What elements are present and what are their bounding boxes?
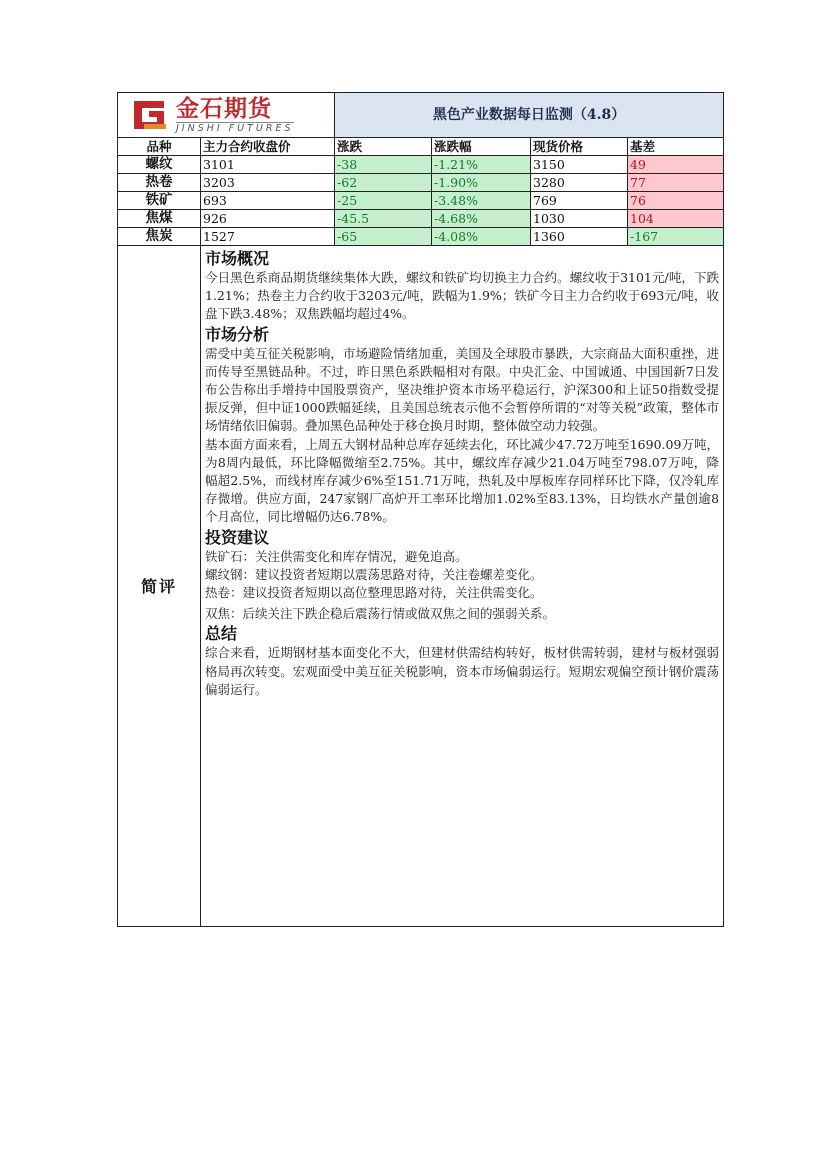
spot-price: 1030 xyxy=(531,210,628,228)
header-spot-price: 现货价格 xyxy=(531,138,628,156)
market-analysis-paragraph-1: 需受中美互征关税影响，市场避险情绪加重，美国及全球股市暴跌，大宗商品大面积重挫，进而传导至黑链品种。不过，昨日黑色系跌幅相对有限。中央汇金、中国诚通、中国国新7日发布公告称出手增持中国股票资产，坚决维护资本市场平稳运行，沪深300和上证50指数受提振反弹，但中证1000跌幅延续，且美国总统表示他不会暂停所谓的“对等关税”政策，整体市场情绪依旧偏弱。叠加黑色品种处于移仓换月时期，整体做空动力较强。 xyxy=(205,345,720,434)
data-table xyxy=(117,92,724,927)
change-pct: -4.08% xyxy=(432,228,531,246)
close-price: 926 xyxy=(201,210,335,228)
advice-coking: 双焦：后续关注下跌企稳后震荡行情或做双焦之间的强弱关系。 xyxy=(205,606,556,622)
basis-value: 76 xyxy=(628,192,724,210)
variety-name: 焦煤 xyxy=(118,210,201,228)
table-row xyxy=(118,174,724,192)
header-change: 涨跌 xyxy=(335,138,432,156)
spot-price: 3150 xyxy=(531,156,628,174)
close-price: 3101 xyxy=(201,156,335,174)
change-pct: -4.68% xyxy=(432,210,531,228)
table-header-row xyxy=(118,138,724,156)
header-basis: 基差 xyxy=(628,138,724,156)
summary-title: 总结 xyxy=(205,624,238,644)
spot-price: 769 xyxy=(531,192,628,210)
market-overview-text: 今日黑色系商品期货继续集体大跌，螺纹和铁矿均切换主力合约。螺纹收于3101元/吨，下跌1.21%；热卷主力合约收于3203元/吨，跌幅为1.9%；铁矿今日主力合约收于693元/吨，收盘下跌3.48%；双焦跌幅均超过4%。 xyxy=(205,270,720,322)
variety-name: 焦炭 xyxy=(118,228,201,246)
variety-name: 热卷 xyxy=(118,174,201,192)
close-price: 3203 xyxy=(201,174,335,192)
basis-value: -167 xyxy=(628,228,724,246)
advice-iron-ore: 铁矿石：关注供需变化和库存情况，避免追高。 xyxy=(205,548,468,564)
change-value: -45.5 xyxy=(335,210,432,228)
basis-value: 104 xyxy=(628,210,724,228)
spot-price: 1360 xyxy=(531,228,628,246)
change-pct: -1.90% xyxy=(432,174,531,192)
change-value: -25 xyxy=(335,192,432,210)
logo-mark-icon xyxy=(130,97,170,133)
advice-hot-coil: 热卷：建议投资者短期以高位整理思路对待，关注供需变化。 xyxy=(205,585,543,601)
report-title: 黑色产业数据每日监测（4.8） xyxy=(335,93,724,138)
table-row xyxy=(118,156,724,174)
table-row xyxy=(118,192,724,210)
close-price: 693 xyxy=(201,192,335,210)
header-variety: 品种 xyxy=(118,138,201,156)
variety-name: 螺纹 xyxy=(118,156,201,174)
change-value: -65 xyxy=(335,228,432,246)
basis-value: 49 xyxy=(628,156,724,174)
change-pct: -3.48% xyxy=(432,192,531,210)
logo-cell xyxy=(118,93,335,138)
report-sheet xyxy=(117,92,723,927)
summary-text: 综合来看，近期钢材基本面变化不大，但建材供需结构转好，板材供需转弱，建材与板材强弱格局再次转变。宏观面受中美互征关税影响，资本市场偏弱运行。短期宏观偏空预计钢价震荡偏弱运行。 xyxy=(205,645,720,697)
basis-value: 77 xyxy=(628,174,724,192)
market-analysis-title: 市场分析 xyxy=(205,324,270,344)
close-price: 1527 xyxy=(201,228,335,246)
change-value: -62 xyxy=(335,174,432,192)
advice-rebar: 螺纹钢：建议投资者短期以震荡思路对待，关注卷螺差变化。 xyxy=(205,566,543,582)
change-value: -38 xyxy=(335,156,432,174)
spot-price: 3280 xyxy=(531,174,628,192)
comment-label: 简评 xyxy=(118,246,201,927)
logo-english-name: JINSHI FUTURES xyxy=(176,122,294,134)
change-pct: -1.21% xyxy=(432,156,531,174)
investment-advice-title: 投资建议 xyxy=(205,527,270,547)
table-row xyxy=(118,228,724,246)
market-analysis-paragraph-2: 基本面方面来看，上周五大钢材品种总库存延续去化，环比减少47.72万吨至1690.09万吨，为8周内最低，环比降幅微缩至2.75%。其中，螺纹库存减少21.04万吨至798.07万吨，降幅超2.5%，而线材库存减少6%至151.71万吨，热轧及中厚板库存同样环比下降，仅冷轧库存微增。供应方面，247家钢厂高炉开工率环比增加1.02%至83.13%，日均铁水产量创逾8个月高位，同比增幅仍达6.78%。 xyxy=(205,436,720,525)
market-overview-title: 市场概况 xyxy=(205,249,270,268)
header-close-price: 主力合约收盘价 xyxy=(201,138,335,156)
header-change-pct: 涨跌幅 xyxy=(432,138,531,156)
comment-row xyxy=(118,246,724,927)
company-logo xyxy=(118,93,334,137)
logo-chinese-name: 金石期货 xyxy=(176,95,272,122)
table-row xyxy=(118,210,724,228)
variety-name: 铁矿 xyxy=(118,192,201,210)
comment-body xyxy=(201,246,724,927)
